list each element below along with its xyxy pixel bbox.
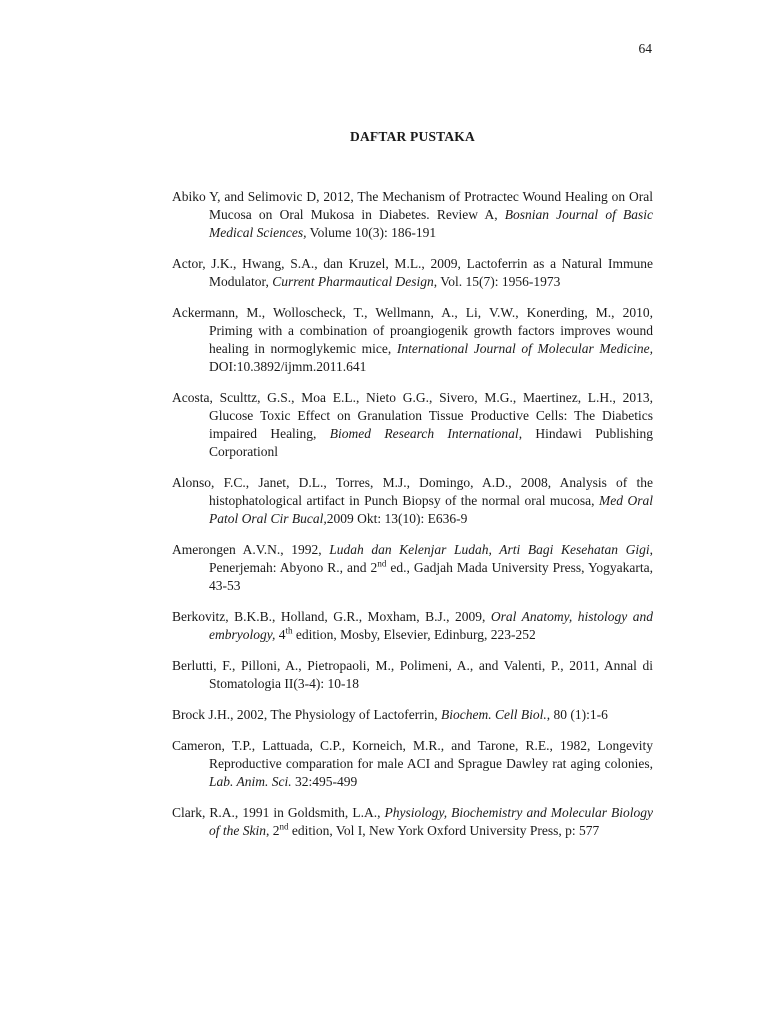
italic-title: International Journal of Molecular Medicine, xyxy=(396,341,653,356)
reference-text: Abiko Y, and Selimovic D, 2012, The Mechanism of Protractec Wound Healing on Oral Mucosa on Oral Mukosa in Diabetes. Review A, xyxy=(172,189,653,222)
italic-title: Oral Anatomy, histology and embryology, xyxy=(209,609,653,642)
reference-entry xyxy=(172,608,653,644)
reference-text: Actor, J.K., Hwang, S.A., dan Kruzel, M.L., 2009, Lactoferrin as a Natural Immune Modulator, xyxy=(172,256,653,289)
italic-title: Current Pharmautical Design xyxy=(272,274,434,289)
reference-text: Alonso, F.C., Janet, D.L., Torres, M.J., Domingo, A.D., 2008, Analysis of the histophatological artifact in Punch Biopsy of the normal oral mucosa, xyxy=(172,475,653,508)
reference-entry xyxy=(172,737,653,791)
reference-text: Berkovitz, B.K.B., Holland, G.R., Moxham, B.J., 2009, xyxy=(172,609,491,624)
reference-text: , 2 xyxy=(266,823,280,838)
reference-text: 32:495-499 xyxy=(291,774,358,789)
reference-text: , 80 (1):1-6 xyxy=(546,707,608,722)
reference-text: edition, Vol I, New York Oxford University Press, p: 577 xyxy=(288,823,600,838)
reference-text: Ackermann, M., Wolloscheck, T., Wellmann, A., Li, V.W., Konerding, M., 2010, Priming with a combination of proangiogenik growth factors improves wound healing in normoglykemic mice, xyxy=(172,305,653,356)
page-title: DAFTAR PUSTAKA xyxy=(350,129,475,144)
italic-title: Bosnian Journal of Basic Medical Sciences, xyxy=(209,207,653,240)
reference-text: Amerongen A.V.N., 1992, xyxy=(172,542,330,557)
page-number: 64 xyxy=(638,41,652,56)
reference-entry xyxy=(172,706,653,724)
reference-text: Brock J.H., 2002, The Physiology of Lactoferrin, xyxy=(172,707,441,722)
reference-entry xyxy=(172,804,653,840)
reference-text: Volume 10(3): 186-191 xyxy=(306,225,437,240)
reference-entry xyxy=(172,541,653,595)
reference-text: Acosta, Sculttz, G.S., Moa E.L., Nieto G.G., Sivero, M.G., Maertinez, L.H., 2013, Glucose Toxic Effect on Granulation Tissue Productive Cells: The Diabetics impaired Healing, xyxy=(172,390,653,441)
superscript: th xyxy=(285,625,293,636)
reference-entry xyxy=(172,389,653,461)
reference-entry xyxy=(172,474,653,528)
superscript: nd xyxy=(279,821,289,832)
reference-text: ed., Gadjah Mada University Press, Yogyakarta, 43-53 xyxy=(209,560,654,593)
reference-text: , Penerjemah: Abyono R., and 2 xyxy=(209,542,653,575)
reference-text: Clark, R.A., 1991 in Goldsmith, L.A., xyxy=(172,805,385,820)
reference-text: DOI:10.3892/ijmm.2011.641 xyxy=(209,359,367,374)
reference-text: Berlutti, F., Pilloni, A., Pietropaoli, M., Polimeni, A., and Valenti, P., 2011, Annal di Stomatologia II(3-4): 10-18 xyxy=(172,658,653,691)
reference-list xyxy=(172,188,653,853)
reference-text: , Hindawi Publishing Corporationl xyxy=(209,426,654,459)
reference-entry xyxy=(172,657,653,693)
reference-entry xyxy=(172,304,653,376)
reference-text: 2009 Okt: 13(10): E636-9 xyxy=(326,511,468,526)
reference-text: edition, Mosby, Elsevier, Edinburg, 223-252 xyxy=(292,627,536,642)
italic-title: Biomed Research International xyxy=(329,426,519,441)
reference-text: , Vol. 15(7): 1956-1973 xyxy=(433,274,561,289)
italic-title: Biochem. Cell Biol. xyxy=(440,707,547,722)
italic-title: Lab. Anim. Sci. xyxy=(209,774,292,789)
italic-title: Med Oral Patol Oral Cir Bucal, xyxy=(209,493,653,526)
italic-title: Physiology, Biochemistry and Molecular Biology of the Skin xyxy=(209,805,654,838)
superscript: nd xyxy=(377,558,387,569)
reference-entry xyxy=(172,255,653,291)
reference-entry xyxy=(172,188,653,242)
italic-title: Ludah dan Kelenjar Ludah, Arti Bagi Kesehatan Gigi xyxy=(329,542,650,557)
reference-text: 4 xyxy=(275,627,286,642)
reference-text: Cameron, T.P., Lattuada, C.P., Korneich, M.R., and Tarone, R.E., 1982, Longevity Reproductive comparation for male ACI and Sprague Dawley rat aging colonies, xyxy=(172,738,653,771)
